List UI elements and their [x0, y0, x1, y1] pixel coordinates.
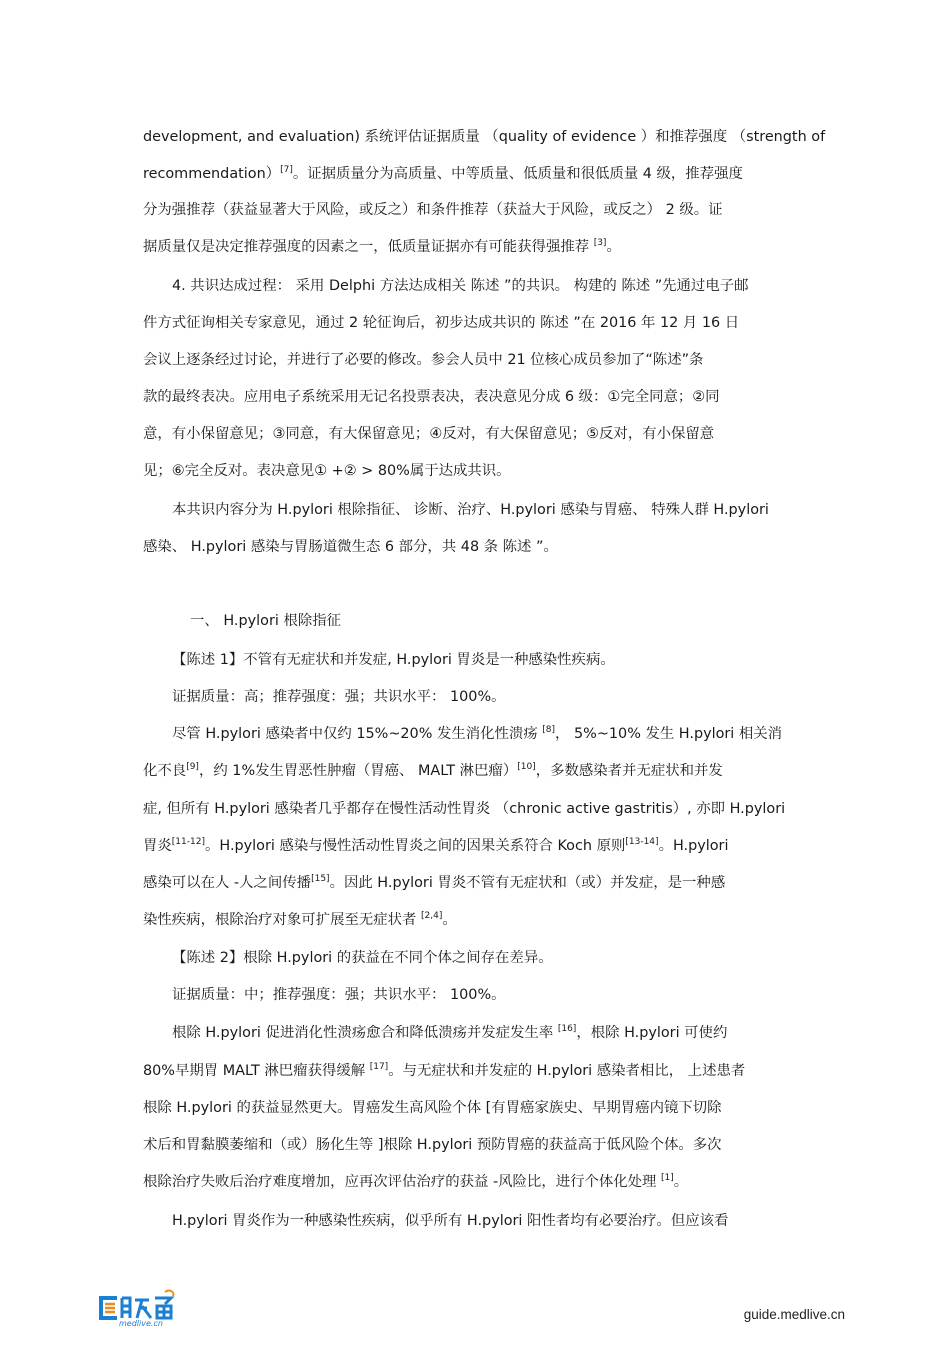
text-line: 意，有小保留意见；③同意，有大保留意见；④反对，有大保留意见；⑤反对，有小保留意	[143, 426, 715, 442]
statement-title: 【陈述 2】根除 H.pylori 的获益在不同个体之间存在差异。	[172, 950, 553, 966]
citation[interactable]: [7]	[280, 165, 293, 175]
text-line: 感染可以在人 -人之间传播[15]。因此 H.pylori 胃炎不管有无症状和（或）并发症，是一种感	[143, 874, 726, 891]
text-line: 4. 共识达成过程： 采用 Delphi 方法达成相关 陈述 ”的共识。 构建的 陈述 ”先通过电子邮	[172, 278, 749, 294]
citation[interactable]: [2,4]	[421, 911, 443, 921]
footer-url-link[interactable]: guide.medlive.cn	[743, 1307, 845, 1322]
text-line: 款的最终表决。应用电子系统采用无记名投票表决，表决意见分成 6 级：①完全同意；②同	[143, 389, 720, 405]
citation[interactable]: [10]	[517, 762, 536, 772]
text-line: 症, 但所有 H.pylori 感染者几乎都存在慢性活动性胃炎 （chronic active gastritis）, 亦即 H.pylori	[143, 801, 786, 817]
text-line: 化不良[9]，约 1%发生胃恶性肿瘤（胃癌、 MALT 淋巴瘤）[10]，多数感染者并无症状和并发	[143, 762, 723, 779]
citation[interactable]: [17]	[369, 1062, 389, 1072]
text-line: 分为强推荐（获益显著大于风险，或反之）和条件推荐（获益大于风险，或反之） 2 级。证	[143, 202, 723, 218]
text-line: 根除 H.pylori 促进消化性溃疡愈合和降低溃疡并发症发生率 [16]，根除 H.pylori 可使约	[172, 1024, 728, 1041]
evidence-line: 证据质量：中；推荐强度：强；共识水平： 100%。	[172, 987, 506, 1003]
citation[interactable]: [15]	[311, 874, 330, 884]
citation[interactable]: [1]	[661, 1173, 674, 1183]
text-line: H.pylori 胃炎作为一种感染性疾病，似乎所有 H.pylori 阳性者均有必要治疗。但应该看	[172, 1213, 729, 1229]
text-line: 件方式征询相关专家意见，通过 2 轮征询后，初步达成共识的 陈述 ”在 2016 年 12 月 16 日	[143, 315, 740, 331]
evidence-line: 证据质量：高；推荐强度：强；共识水平： 100%。	[172, 689, 506, 705]
citation[interactable]: [3]	[593, 238, 607, 248]
logo-caption: medlive.cn	[119, 1319, 163, 1328]
citation[interactable]: [11-12]	[171, 837, 205, 847]
text-line: 见；⑥完全反对。表决意见① +② > 80%属于达成共识。	[143, 463, 511, 479]
text-line: 胃炎[11-12]。H.pylori 感染与慢性活动性胃炎之间的因果关系符合 Koch 原则[13-14]。H.pylori	[143, 837, 729, 854]
text-line: 尽管 H.pylori 感染者中仅约 15%~20% 发生消化性溃疡 [8]， 5%~10% 发生 H.pylori 相关消	[172, 725, 783, 742]
citation[interactable]: [13-14]	[625, 837, 659, 847]
section-heading: 一、 H.pylori 根除指征	[190, 613, 342, 629]
text-line: 术后和胃黏膜萎缩和（或）肠化生等 ]根除 H.pylori 预防胃癌的获益高于低风险个体。多次	[143, 1137, 722, 1153]
citation[interactable]: [9]	[186, 762, 199, 772]
statement-title: 【陈述 1】不管有无症状和并发症, H.pylori 胃炎是一种感染性疾病。	[172, 652, 615, 668]
text-line: 80%早期胃 MALT 淋巴瘤获得缓解 [17]。与无症状和并发症的 H.pylori 感染者相比， 上述患者	[143, 1062, 746, 1079]
text-line: 感染、 H.pylori 感染与胃肠道微生态 6 部分，共 48 条 陈述 ”。	[143, 539, 558, 555]
logo-lines-icon	[105, 1304, 115, 1312]
citation[interactable]: [16]	[557, 1024, 577, 1034]
text-line: development, and evaluation) 系统评估证据质量 （quality of evidence ）和推荐强度 （strength of	[143, 129, 826, 145]
text-line: 本共识内容分为 H.pylori 根除指征、 诊断、治疗、H.pylori 感染与胃癌、 特殊人群 H.pylori	[172, 502, 769, 518]
text-line: 根除治疗失败后治疗难度增加，应再次评估治疗的获益 -风险比，进行个体化处理 [1]。	[143, 1173, 689, 1190]
citation[interactable]: [8]	[542, 725, 556, 735]
text-line: 据质量仅是决定推荐强度的因素之一，低质量证据亦有可能获得强推荐 [3]。	[143, 238, 621, 255]
text-line: 染性疾病，根除治疗对象可扩展至无症状者 [2,4]。	[143, 911, 457, 928]
text-line: recommendation）[7]。证据质量分为高质量、中等质量、低质量和很低质量 4 级，推荐强度	[143, 165, 743, 182]
text-line: 根除 H.pylori 的获益显然更大。胃癌发生高风险个体 [有胃癌家族史、早期胃癌内镜下切除	[143, 1100, 722, 1116]
text-line: 会议上逐条经过讨论，并进行了必要的修改。参会人员中 21 位核心成员参加了“陈述”条	[143, 352, 704, 368]
